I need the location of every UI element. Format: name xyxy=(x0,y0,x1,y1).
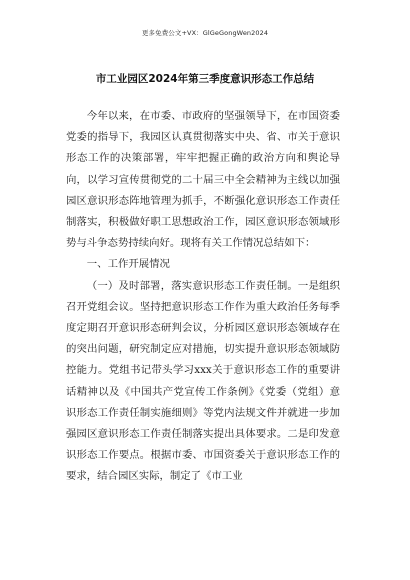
header-note: 更多免费公文+VX：GlGeGongWen2024 xyxy=(141,29,269,37)
document-title: 市工业园区2024年第三季度意识形态工作总结 xyxy=(95,73,315,85)
section-heading: 一、工作开展情况 xyxy=(86,258,170,271)
intro-paragraph: 今年以来，在市委、市政府的坚强领导下，在市国资委党委的指导下，我园区认真贯彻落实中央、省、市关于意识形态工作的决策部署，牢牢把握正确的政治方向和舆论导向，以学习宣传贯彻党的二十届三中全会精神为主线以加强园区意识形态阵地管理为抓手，不断强化意识形态工作责任制落实，积极做好职工思想政治工作，园区意识形态领域形势与斗争态势持续向好。现将有关工作情况总结如下： xyxy=(66,110,340,250)
document-body xyxy=(66,106,340,488)
section-paragraph: （一）及时部署，落实意识形态工作责任制。一是组织召开党组会议。坚持把意识形态工作作为重大政治任务每季度定期召开意识形态研判会议，分析园区意识形态领域存在的突出问题，研究制定应对措施，切实提升意识形态领域防控能力。党组书记带头学习xxx关于意识形态工作的重要讲话精神以及《中国共产党宣传工作条例》《党委（党组）意识形态工作责任制实施细则》等党内法规文件并就进一步加强园区意识形态工作责任制落实提出具体要求。二是印发意识形态工作要点。根据市委、市国资委关于意识形态工作的要求，结合园区实际，制定了《市工业 xyxy=(66,279,340,483)
